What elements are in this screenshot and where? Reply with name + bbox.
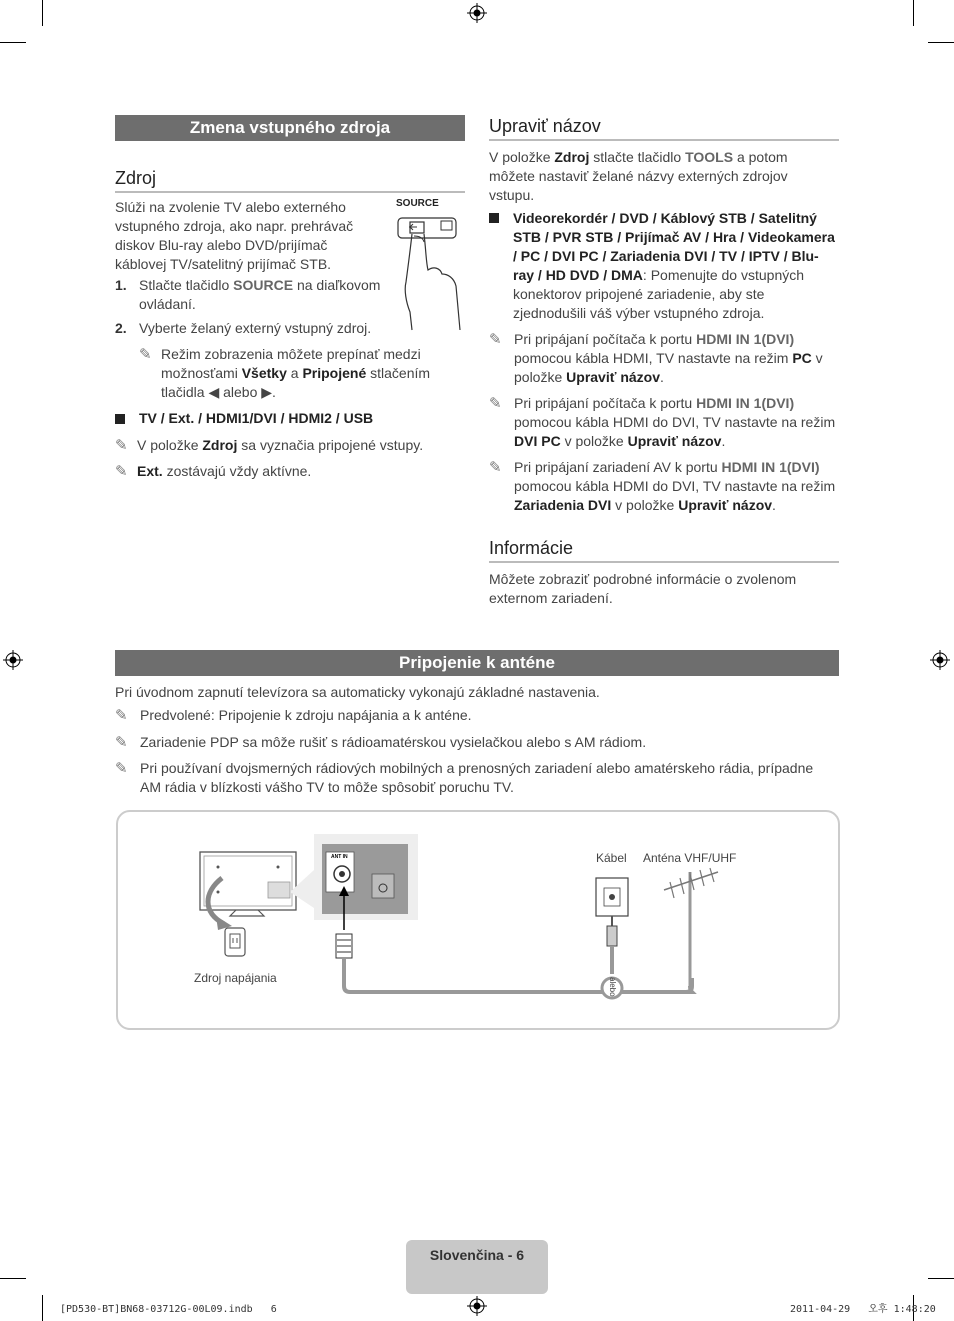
n2-end: . bbox=[721, 433, 726, 449]
label-ant-in: ANT IN bbox=[331, 854, 348, 860]
device-names-list: Videorekordér / DVD / Káblový STB / Satelitný STB / PVR STB / Prijímač AV / Hra / Videokamera / PC / DVI PC / Zariadenia DVI / TV / IPTV / Blu-ray / HD DVD / DMA bbox=[513, 210, 835, 283]
note2-post: sa vyznačia pripojené vstupy. bbox=[237, 437, 424, 453]
n2-dvi-pc: DVI PC bbox=[514, 433, 561, 449]
n3-edit-name: Upraviť názov bbox=[678, 497, 773, 513]
note1-mid: a bbox=[286, 365, 303, 381]
note1-pre: Režim zobrazenia môžete prepínať medzi možnosťami bbox=[161, 346, 421, 381]
step-1-text-post: na diaľkovom ovládaní. bbox=[139, 277, 381, 312]
antenna-intro: Pri úvodnom zapnutí televízora sa automaticky vykonajú základné nastavenia. bbox=[115, 684, 600, 700]
print-timestamp: 2011-04-29 오후 1:48:20 bbox=[790, 1304, 936, 1315]
step-1 bbox=[115, 276, 390, 314]
n1-mid2: v položke bbox=[514, 350, 823, 385]
tools-key-label: TOOLS bbox=[685, 149, 734, 165]
heading-information: Informácie bbox=[489, 539, 839, 563]
n3-mid: pomocou kábla HDMI do DVI, TV nastavte na režim bbox=[514, 478, 836, 494]
note1-all: Všetky bbox=[241, 365, 287, 381]
antenna-connection-diagram bbox=[116, 810, 840, 1030]
note-pc-mode bbox=[489, 330, 839, 387]
note-display-mode bbox=[139, 345, 465, 402]
section-title-source: Zmena vstupného zdroja bbox=[115, 115, 465, 141]
note1-post: stlačením tlačidla ◀ alebo ▶. bbox=[161, 365, 431, 400]
n2-mid2: v položke bbox=[560, 433, 628, 449]
note-pencil-icon: ✎ bbox=[489, 395, 502, 412]
bullet-square-icon bbox=[115, 414, 125, 424]
bullet-device-names bbox=[489, 209, 839, 323]
note-pencil-icon: ✎ bbox=[115, 707, 128, 724]
source-label: SOURCE bbox=[396, 198, 439, 209]
antenna-note3-text: Pri používaní dvojsmerných rádiových mobilných a prenosných zariadení alebo amatérskeho rádia, prípadne AM rádia v blízkosti vášho TV to môže spôsobiť poruchu TV. bbox=[140, 760, 814, 795]
antenna-note-radio bbox=[115, 759, 815, 797]
n1-port: HDMI IN 1(DVI) bbox=[696, 331, 795, 347]
zdroj-intro: Slúži na zvolenie TV alebo externého vstupného zdroja, ako napr. prehrávač diskov Blu-ray alebo DVD/prijímač káblovej TV/satelitný prijímač STB. bbox=[115, 199, 354, 272]
note-pencil-icon: ✎ bbox=[115, 760, 128, 777]
note-dvi-devices-mode bbox=[489, 458, 839, 515]
note-pencil-icon: ✎ bbox=[139, 346, 152, 363]
note-dvi-pc-mode bbox=[489, 394, 839, 451]
n2-port: HDMI IN 1(DVI) bbox=[696, 395, 795, 411]
note-pencil-icon: ✎ bbox=[489, 459, 502, 476]
edit-p-pre: V položke bbox=[489, 149, 555, 165]
registration-mark-top-icon bbox=[467, 3, 487, 23]
step-2-number: 2. bbox=[115, 320, 127, 336]
heading-zdroj: Zdroj bbox=[115, 169, 465, 193]
n3-port: HDMI IN 1(DVI) bbox=[721, 459, 820, 475]
edit-name-paragraph bbox=[489, 148, 814, 205]
label-or: alebo bbox=[608, 977, 617, 997]
registration-mark-bottom-icon bbox=[467, 1296, 487, 1316]
note3-post: zostávajú vždy aktívne. bbox=[162, 463, 312, 479]
n2-mid: pomocou kábla HDMI do DVI, TV nastavte na režim bbox=[514, 414, 836, 430]
label-power-source: Zdroj napájania bbox=[194, 971, 277, 985]
hand-pressing-button-icon bbox=[390, 212, 465, 334]
section-title-antenna: Pripojenie k anténe bbox=[115, 650, 839, 676]
bullet-square-icon bbox=[489, 213, 499, 223]
bullet-source-list bbox=[115, 409, 465, 428]
antenna-note2-text: Zariadenie PDP sa môže rušiť s rádioamatérskou vysielačkou alebo s AM rádiom. bbox=[140, 734, 647, 750]
note2-pre: V položke bbox=[137, 437, 203, 453]
label-cable: Kábel bbox=[596, 851, 627, 865]
registration-mark-left-icon bbox=[3, 650, 23, 670]
edit-p-zdroj: Zdroj bbox=[554, 149, 590, 165]
edit-p-mid: stlačte tlačidlo bbox=[589, 149, 686, 165]
note3-ext: Ext. bbox=[137, 463, 163, 479]
note1-connected: Pripojené bbox=[302, 365, 367, 381]
note-pencil-icon: ✎ bbox=[489, 331, 502, 348]
edit-p-post: a potom môžete nastaviť želané názvy externých zdrojov vstupu. bbox=[489, 149, 788, 203]
device-names-desc: : Pomenujte do vstupných konektorov pripojené zariadenie, aby ste zjednodušili váš výber vstupného zdroja. bbox=[513, 267, 805, 321]
antenna-note1-text: Predvolené: Pripojenie k zdroju napájania a k anténe. bbox=[140, 707, 472, 723]
n1-end: . bbox=[660, 369, 664, 385]
n2-pre: Pri pripájaní počítača k portu bbox=[514, 395, 697, 411]
note-connected-inputs bbox=[115, 436, 465, 455]
n3-dvi-devices: Zariadenia DVI bbox=[514, 497, 612, 513]
note-pencil-icon: ✎ bbox=[115, 437, 128, 454]
n1-edit-name: Upraviť názov bbox=[566, 369, 660, 385]
n1-pc: PC bbox=[792, 350, 812, 366]
remote-source-illustration bbox=[390, 198, 465, 333]
file-info: [PD530-BT]BN68-03712G-00L09.indb 6 bbox=[60, 1304, 277, 1315]
n3-mid2: v položke bbox=[611, 497, 679, 513]
step-1-text-pre: Stlačte tlačidlo bbox=[139, 277, 234, 293]
n1-mid: pomocou kábla HDMI, TV nastavte na režim bbox=[514, 350, 793, 366]
antenna-note-default bbox=[115, 706, 839, 725]
heading-edit-name: Upraviť názov bbox=[489, 117, 839, 141]
n2-edit-name: Upraviť názov bbox=[627, 433, 722, 449]
information-paragraph: Môžete zobraziť podrobné informácie o zvolenom externom zariadení. bbox=[489, 571, 797, 606]
note2-zdroj: Zdroj bbox=[202, 437, 238, 453]
source-list-text: TV / Ext. / HDMI1/DVI / HDMI2 / USB bbox=[139, 410, 374, 426]
registration-mark-right-icon bbox=[930, 650, 950, 670]
n3-pre: Pri pripájaní zariadení AV k portu bbox=[514, 459, 722, 475]
antenna-note-pdp bbox=[115, 733, 839, 752]
step-2-text: Vyberte želaný externý vstupný zdroj. bbox=[139, 320, 372, 336]
source-key-label: SOURCE bbox=[233, 277, 294, 293]
connection-diagram-drawing bbox=[118, 812, 838, 1028]
note-ext-active bbox=[115, 462, 465, 481]
n3-end: . bbox=[772, 497, 776, 513]
note-pencil-icon: ✎ bbox=[115, 463, 128, 480]
step-2 bbox=[115, 319, 465, 338]
note-pencil-icon: ✎ bbox=[115, 734, 128, 751]
page-number-tab: Slovenčina - 6 bbox=[406, 1240, 548, 1294]
step-1-number: 1. bbox=[115, 277, 127, 293]
n1-pre: Pri pripájaní počítača k portu bbox=[514, 331, 697, 347]
label-antenna-vhf-uhf: Anténa VHF/UHF bbox=[643, 851, 737, 865]
